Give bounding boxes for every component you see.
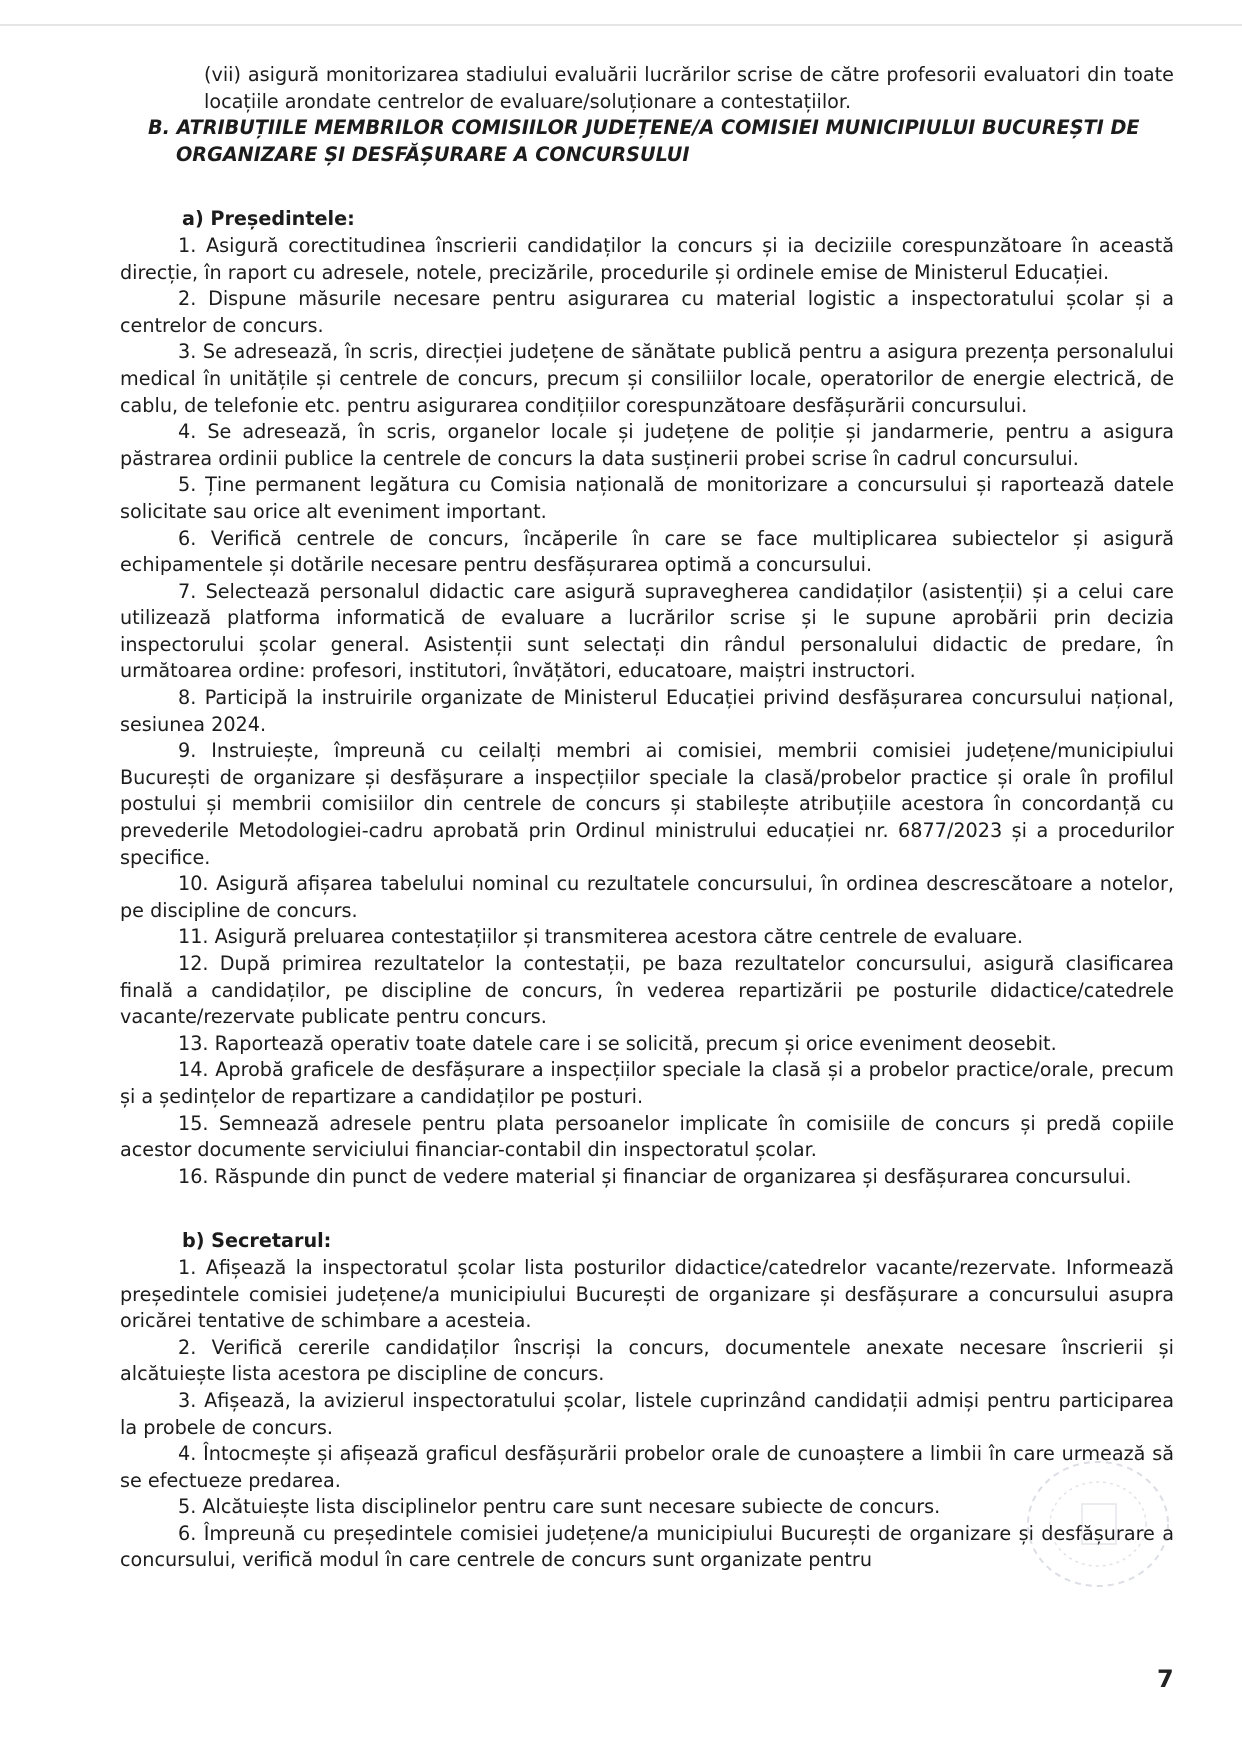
secretar-item: 5. Alcătuiește lista disciplinelor pentru care sunt necesare subiecte de concurs. [178, 1495, 941, 1519]
presedinte-item: 14. Aprobă graficele de desfășurare a inspecțiilor speciale la clasă și a probelor practice/orale, precum și a ședințelor de repartizare a candidaților pe posturi. [120, 1058, 1174, 1108]
section-b-heading: B. ATRIBUȚIILE MEMBRILOR COMISIILOR JUDEȚENE/A COMISIEI MUNICIPIULUI BUCUREȘTI DE ORGANIZARE ȘI DESFĂȘURARE A CONCURSULUI [148, 116, 1140, 166]
presedinte-heading: a) Președintele: [182, 207, 355, 231]
presedinte-item: 3. Se adresează, în scris, direcției județene de sănătate publică pentru a asigura prezența personalului medical în unitățile și centrele de concurs, precum și consiliilor locale, operatorilor de energie electrică, de cablu, de telefonie etc. pentru asigurarea condițiilor corespunzătoare desfășurării concursului. [120, 340, 1174, 417]
page-number: 7 [1157, 1665, 1174, 1693]
scan-edge [0, 24, 1242, 26]
presedinte-item: 4. Se adresează, în scris, organelor locale și județene de poliție și jandarmerie, pentru a asigura păstrarea ordinii publice la centrele de concurs la data susținerii probei scrise în cadrul concursului. [120, 420, 1174, 470]
secretar-item: 6. Împreună cu președintele comisiei județene/a municipiului București de organizare și desfășurare a concursului, verifică modul în care centrele de concurs sunt organizate pentru [120, 1521, 1174, 1572]
presedinte-item: 10. Asigură afișarea tabelului nominal cu rezultatele concursului, în ordinea descrescătoare a notelor, pe discipline de concurs. [120, 872, 1174, 922]
document-body [120, 62, 1174, 1574]
presedinte-item: 7. Selectează personalul didactic care asigură supravegherea candidaților (asistenții) și a celui care utilizează platforma informatică de evaluare a lucrărilor scrise și le supune aprobării prin decizia inspectorului școlar general. Asistenții sunt selectați din rândul personalului didactic de predare, în următoarea ordine: profesori, institutori, învățători, educatoare, maiștri instructori. [120, 579, 1174, 683]
secretar-item: 2. Verifică cererile candidaților înscriși la concurs, documentele anexate necesare înscrierii și alcătuiește lista acestora pe discipline de concurs. [120, 1335, 1174, 1386]
presedinte-item: 6. Verifică centrele de concurs, încăperile în care se face multiplicarea subiectelor și asigură echipamentele și dotările necesare pentru desfășurarea optimă a concursului. [120, 526, 1174, 577]
secretar-item: 3. Afișează, la avizierul inspectoratului școlar, listele cuprinzând candidații admiși pentru participarea la probele de concurs. [120, 1388, 1174, 1439]
secretar-item: 1. Afișează la inspectoratul școlar lista posturilor didactice/catedrelor vacante/rezervate. Informează președintele comisiei județene/a municipiului București de organizare și desfășurare a concursului asupra oricărei tentative de schimbare a acesteia. [120, 1255, 1174, 1333]
presedinte-item: 5. Ține permanent legătura cu Comisia națională de monitorizare a concursului și raportează datele solicitate sau orice alt eveniment important. [120, 473, 1174, 523]
item-vii: (vii) asigură monitorizarea stadiului evaluării lucrărilor scrise de către profesorii evaluatori din toate locațiile arondate centrelor de evaluare/soluționare a contestațiilor. [204, 63, 1174, 113]
faint-stamp-icon [1002, 1452, 1180, 1602]
presedinte-item: 16. Răspunde din punct de vedere material și financiar de organizarea și desfășurarea concursului. [178, 1164, 1132, 1188]
presedinte-item: 9. Instruiește, împreună cu ceilalți membri ai comisiei, membrii comisiei județene/municipiului București de organizare și desfășurare a inspecțiilor speciale la clasă/probelor practice și orale în profilul postului și membrii comisiilor din centrele de concurs și stabilește atribuțiile acestora în concordanță cu prevederile Metodologiei-cadru aprobată prin Ordinul ministrului educației nr. 6877/2023 și a procedurilor specifice. [120, 739, 1174, 869]
secretar-item: 4. Întocmește și afișează graficul desfășurării probelor orale de cunoaștere a limbii în care urmează să se efectueze predarea. [120, 1442, 1174, 1492]
secretar-heading: b) Secretarul: [182, 1229, 332, 1253]
presedinte-item: 13. Raportează operativ toate datele care i se solicită, precum și orice eveniment deosebit. [178, 1031, 1057, 1055]
presedinte-item: 8. Participă la instruirile organizate de Ministerul Educației privind desfășurarea concursului național, sesiunea 2024. [120, 686, 1174, 736]
presedinte-item: 2. Dispune măsurile necesare pentru asigurarea cu material logistic a inspectoratului școlar și a centrelor de concurs. [120, 287, 1174, 337]
presedinte-list [120, 233, 1174, 1190]
presedinte-item: 11. Asigură preluarea contestațiilor și transmiterea acestora către centrele de evaluare. [178, 925, 1023, 949]
presedinte-item: 1. Asigură corectitudinea înscrierii candidaților la concurs și ia deciziile corespunzătoare în această direcție, în raport cu adresele, notele, precizările, procedurile și ordinele emise de Ministerul Educației. [120, 233, 1174, 284]
presedinte-item: 12. După primirea rezultatelor la contestații, pe baza rezultatelor concursului, asigură clasificarea finală a candidaților, pe discipline de concurs, în vederea repartizării pe posturile didactice/catedrele vacante/rezervate publicate pentru concurs. [120, 952, 1174, 1029]
presedinte-item: 15. Semnează adresele pentru plata persoanelor implicate în comisiile de concurs și predă copiile acestor documente serviciului financiar-contabil din inspectoratul școlar. [120, 1111, 1174, 1162]
